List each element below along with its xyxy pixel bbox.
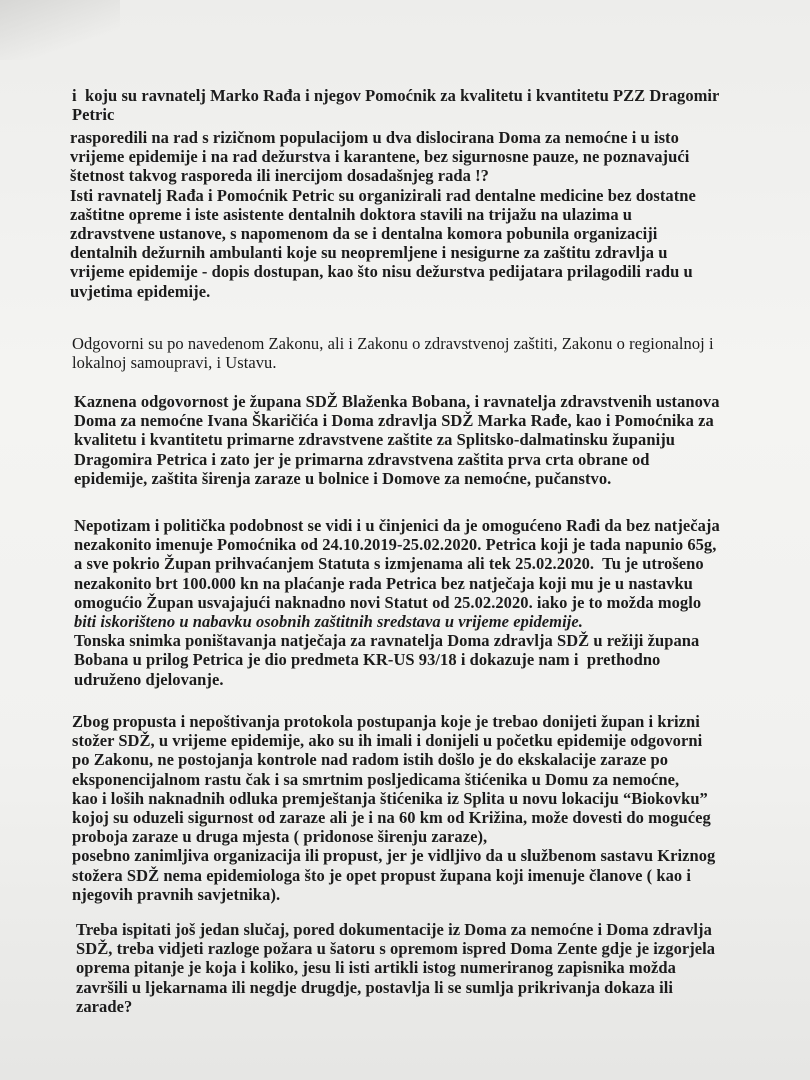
text-line: udruženo djelovanje. [74, 669, 224, 689]
paragraph-nepotism [74, 516, 720, 689]
text-line: kojoj su oduzeli sigurnost od zaraze ali je i na 60 km od Križina, može dovesti do mogućeg [72, 808, 711, 828]
text-line: vrijeme epidemije i na rad dežurstva i karantene, bez sigurnosne pauze, ne poznavajući [70, 147, 690, 167]
paragraph-protocol-failure [72, 712, 715, 904]
text-line: eksponencijalnom rastu čak i sa smrtnim posljedicama štićenika u Domu za nemoćne, [72, 769, 680, 789]
paragraph-criminal-liability [74, 392, 720, 488]
text-line: kao i loših naknadnih odluka premještanja štićenika iz Splita u novu lokaciju “Biokovku” [72, 788, 708, 808]
text-line: posebno zanimljiva organizacija ili propust, jer je vidljivo da u službenom sastavu Kriznog [72, 846, 716, 866]
text-line: Nepotizam i politička podobnost se vidi i u činjenici da je omogućeno Rađi da bez natječaja [74, 516, 720, 535]
text-line: SDŽ, treba vidjeti razloge požara u šatoru s opremom ispred Doma Zente gdje je izgorjela [76, 939, 716, 959]
paragraph-schedule-and-dental [70, 128, 696, 301]
text-line: nezakonito brt 100.000 kn na plaćanje rada Petrica bez natječaja koji mu je u nastavku [74, 573, 693, 593]
text-line: Zbog propusta i nepoštivanja protokola postupanja koje je trebao donijeti župan i krizni [72, 712, 700, 731]
text-line: a sve pokrio Župan prihvaćanjem Statuta s izmjenama ali tek 25.02.2020. Tu je utrošeno [74, 554, 704, 574]
text-line: oprema pitanje je koja i koliko, jesu li isti artikli istog numeriranog zapisnika možda [76, 958, 676, 978]
paragraph-fire-investigation [76, 920, 715, 1016]
text-line: Dragomira Petrica i zato jer je primarna zdravstvena zaštita prva crta obrane od [74, 449, 650, 469]
text-line: Doma za nemoćne Ivana Škaričića i Doma zdravlja SDŽ Marka Rađe, kao i Pomoćnika za [74, 411, 714, 431]
text-line: nezakonito imenuje Pomoćnika od 24.10.2019-25.02.2020. Petrica koji je tada napunio 65g, [74, 535, 717, 555]
text-line: dentalnih dežurnih ambulanti koje su neopremljene i nesigurne za zaštitu zdravlja u [70, 243, 668, 263]
text-line: stožer SDŽ, u vrijeme epidemije, ako su ih imali i donijeli u početku epidemije odgovorni [72, 731, 703, 751]
text-line: kvalitetu i kvantitetu primarne zdravstvene zaštite za Splitsko-dalmatinsku županiju [74, 430, 675, 450]
paragraph-intro [72, 86, 719, 124]
text-line: Kaznena odgovornost je župana SDŽ Blaženka Bobana, i ravnatelja zdravstvenih ustanova [74, 392, 720, 411]
text-line: štetnost takvog rasporeda ili inercijom dosadašnjeg rada !? [70, 166, 489, 186]
text-line: Isti ravnatelj Rađa i Pomoćnik Petric su organizirali rad dentalne medicine bez dostatne [70, 185, 696, 205]
text-line: završili u ljekarnama ili negdje drugdje, postavlja li se sumlja prikrivanja dokaza ili [76, 977, 673, 997]
text-line: omogućio Župan usvajajući naknadno novi Statut od 25.02.2020. iako je to možda moglo [74, 592, 702, 612]
text-line: zdravstvene ustanove, s napomenom da se i dentalna komora pobunila organizaciji [70, 224, 658, 244]
text-line: uvjetima epidemije. [70, 281, 211, 301]
text-line: vrijeme epidemije - dopis dostupan, kao što nisu dežurstva pedijatara prilagodili radu u [70, 262, 693, 282]
text-line: njegovih pravnih savjetnika). [72, 884, 281, 904]
text-line: Bobana u prilog Petrica je dio predmeta KR-US 93/18 i dokazuje nam i prethodno [74, 650, 661, 670]
text-line: epidemije, zaštita širenja zaraze u bolnice i Domove za nemoćne, pučanstvo. [74, 468, 612, 488]
text-line: Petric [72, 105, 115, 125]
text-line: po Zakonu, ne postojanja kontrole nad radom istih došlo je do ekskalacije zaraze po [72, 750, 669, 770]
text-line: proboja zaraze u druga mjesta ( pridonose širenju zaraze), [72, 827, 488, 847]
text-line: Odgovorni su po navedenom Zakonu, ali i Zakonu o zdravstvenoj zaštiti, Zakonu o regionalnoj i [72, 334, 714, 353]
page-shadow [0, 0, 120, 60]
text-line: Tonska snimka poništavanja natječaja za ravnatelja Doma zdravlja SDŽ u režiji župana [74, 631, 700, 651]
text-line: rasporedili na rad s rizičnom populacijom u dva dislocirana Doma za nemoćne i u isto [70, 128, 679, 147]
text-line: Treba ispitati još jedan slučaj, pored dokumentacije iz Doma za nemoćne i Doma zdravlja [76, 920, 712, 939]
text-line: stožera SDŽ nema epidemiologa što je opet propust župana koji imenuje članove ( kao i [72, 865, 692, 885]
text-line: lokalnoj samoupravi, i Ustavu. [72, 353, 277, 373]
text-line: i koju su ravnatelj Marko Rađa i njegov Pomoćnik za kvalitetu i kvantitetu PZZ Dragomir [72, 86, 720, 105]
paragraph-responsibility [72, 334, 714, 372]
text-line: zaštitne opreme i iste asistente dentalnih doktora stavili na trijažu na ulazima u [70, 204, 633, 224]
text-line: zarade? [76, 996, 133, 1016]
text-line: biti iskorišteno u nabavku osobnih zaštitnih sredstava u vrijeme epidemije. [74, 612, 583, 632]
